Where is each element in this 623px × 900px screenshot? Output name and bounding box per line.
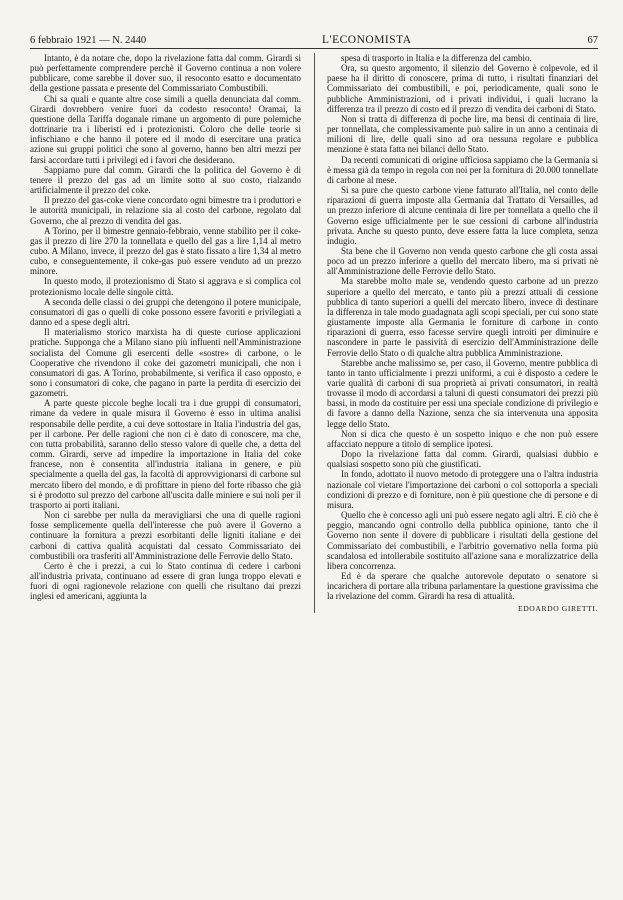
document-page: [30, 34, 598, 884]
paragraph: In fondo, adottato il nuovo metodo di proteggere una o l'altra industria nazionale col vietare l'importazione dei carboni o col sottoporla a speciali condizioni di prezzo e di forniture, non è più questione che di persone e di misura.: [327, 469, 598, 510]
paragraph: Si sa pure che questo carbone viene fatturato all'Italia, nel conto delle riparazioni di guerra imposte alla Germania dal Trattato di Versailles, ad un prezzo inferiore di alcune centinaia di lire per tonnellata a quello che il Governo esige ufficialmente per le sue cessioni di carbone all'industria privata. Anche su questo punto, deve essere fatta la luce completa, senza indugio.: [327, 185, 598, 246]
journal-title: L'ECONOMISTA: [322, 34, 412, 46]
right-column: [327, 53, 598, 613]
paragraph: Certo è che i prezzi, a cui lo Stato continua di cedere i carboni all'industria privata, continuano ad essere di gran lunga troppo elevati e fuori di ogni ragionevole relazione con quelli che risultano dai prezzi inglesi ed americani, aggiunta la: [30, 560, 301, 602]
paragraph: Ed è da sperare che qualche autorevole deputato o senatore si incarichera di portare alla tribuna parlamentare la questione gravissima che la rivelazione del comm. Girardi ha resa di attualità.: [327, 570, 598, 602]
paragraph: Starebbe anche malissimo se, per caso, il Governo, mentre pubblica di tanto in tanto ufficialmente i prezzi uniformi, a cui è disposto a cedere le varie qualità di carboni di sua proprietà ai privati consumatori, in realtà trovasse il modo di accordarsi a taluni di questi consumatori dei prezzi più bassi, in modo da costituire per essi una speciale condizione di privilegio e di favore a danno della Nazione, senza che sia intervenuta una apposita legge dello Stato.: [327, 357, 598, 429]
page-header: [30, 34, 598, 49]
paragraph: A Torino, per il bimestre gennaio-febbraio, venne stabilito per il coke-gas il prezzo di lire 270 la tonnellata e quello del gas a lire 1,14 al metro cubo. A Milano, invece, il prezzo del gas è stato fissato a lire 1,34 al metro cubo, e conseguentemente, il coke-gas può essere venduto ad un prezzo minore.: [30, 225, 301, 277]
author-signature: EDOARDO GIRETTI.: [517, 604, 598, 614]
paragraph: In questo modo, il protezionismo di Stato si aggrava e si complica col protezionismo locale delle singole città.: [30, 276, 301, 297]
left-column: [30, 53, 301, 613]
issue-date: 6 febbraio 1921 — N. 2440: [30, 35, 147, 46]
paragraph: Non si tratta di differenza di poche lire, ma bensì di centinaia di lire, per tonnellata, che complessivamente può salire in un anno a centinaia di milioni di lire, delle quali sino ad ora nessuna regolare e pubblica menzione è stata fatta nei bilanci dello Stato.: [327, 113, 598, 155]
column-divider: [314, 53, 315, 613]
page-number: 67: [587, 35, 598, 46]
paragraph: Ma starebbe molto male se, vendendo questo carbone ad un prezzo superiore a quello del mercato, e tanto più a prezzi attuali di cessione pubblica di tanto superiori a quelli del mercato libero, invece di destinare la differenza in tale modo guadagnata agli scopi speciali, per cui sono state giustamente imposte alla Germania le forniture di carbone in conto riparazioni di guerra, esso facesse servire quegli introiti per diminuire e nascondere in parte le passività di esercizio dell'Amministrazione delle Ferrovie dello Stato o di qualche altra pubblica Amministrazione.: [327, 276, 598, 358]
right-column-paragraphs: [327, 53, 598, 601]
paragraph: Intanto, è da notare che, dopo la rivelazione fatta dal comm. Girardi si può perfettamente comprendere perchè il Governo continua a non volere pubblicare, come sarebbe il dover suo, il resoconto esatto e documentato della gestione passata e presente del Commissariato Combustibili.: [30, 53, 301, 94]
paragraph: Il materialismo storico marxista ha di queste curiose applicazioni pratiche. Supponga che a Milano siano più influenti nell'Amministrazione socialista del Comune gli esercenti delle «sostre» di carbone, o le Cooperative che rivendono il coke dei gazometri municipali, che non i consumatori di gas. A Torino, probabilmente, si verifica il caso opposto, e sono i consumatori di coke, che pagano in parte la perdita di esercizio dei gazometri.: [30, 327, 301, 399]
paragraph: A parte queste piccole beghe locali tra i due gruppi di consumatori, rimane da vedere in quale misura il Governo è esso in ultima analisi responsabile delle perdite, a cui deve sottostare in Italia l'industria del gas, per il carbone. Per delle ragioni che non ci è dato di conoscere, ma che, con tutta probabilità, saranno dello stesso valore di quelle che, a detta del comm. Girardi, serve ad impedire la importazione in Italia del coke francese, non è consentita all'industria italiana in genere, e più specialmente a quella del gas, la facoltà di approvvigionarsi di carbone sul mercato libero del mondo, e di profittare in pieno del forte ribasso che già si è prodotto sul prezzo del carbone all'uscita dalle miniere e sui noli per il trasporto ai porti italiani.: [30, 398, 301, 510]
paragraph: Da recenti comunicati di origine ufficiosa sappiamo che la Germania si è messa già da tempo in regola con noi per la fornitura di 20.000 tonnellate di carbone al mese.: [327, 154, 598, 185]
paragraph: Ora, su questo argomento, il silenzio del Governo è colpevole, ed il paese ha il diritto di conoscere, prima di tutto, i risultati finanziari del Commissariato dei combustibili, e poi, periodicamente, quali sono le pubbliche Amministrazioni, od i privati individui, i quali lucrano la differenza tra il prezzo di costo ed il prezzo di vendita dei carboni di Stato.: [327, 63, 598, 114]
paragraph: Chi sa quali e quante altre cose simili a quella denunciata dal comm. Girardi dovrebbero venire fuori da codesto resoconto! Oramai, la questione della Tariffa doganale rimane un argomento di pure polemiche dottrinarie tra i liberisti ed i protezionisti. Coloro che delle teorie si infischiano e che hanno il potere ed il modo di esercitare una pratica azione sui gruppi politici che sono al governo, hanno ben altri mezzi per farsi accordare tutti i privilegi ed i favori che desiderano.: [30, 93, 301, 165]
paragraph: Non si dica che questo è un sospetto iniquo e che non può essere affacciato neppure a titolo di semplice ipotesi.: [327, 428, 598, 449]
paragraph: A seconda delle classi o dei gruppi che detengono il potere municipale, consumatori di gas o quelli di coke possono essere favoriti e privilegiati a danno ed a spese degli altri.: [30, 296, 301, 328]
paragraph: Sappiamo pure dal comm. Girardi che la politica del Governo è di tenere il prezzo del gas ad un limite sotto al suo costo, rialzando artificialmente il prezzo del coke.: [30, 164, 301, 196]
paragraph: Il prezzo del gas-coke viene concordato ogni bimestre tra i produttori e le autorità municipali, in relazione sia al costo del carbone, regolato dal Governo, che al prezzo di vendita del gas.: [30, 195, 301, 226]
paragraph: Non ci sarebbe per nulla da meravigliarsi che una di quelle ragioni fosse semplicemente quella dell'interesse che può avere il Governo a continuare la fornitura a prezzi esorbitanti delle ligniti italiane e dei carboni di cattiva qualità acquistati dal cessato Commissariato dei combustibili ora trasferiti all'Amministrazione delle Ferrovie dello Stato.: [30, 510, 301, 561]
paragraph: Sta bene che il Governo non venda questo carbone che gli costa assai poco ad un prezzo inferiore a quello del mercato libero, ma si privati nè all'Amministrazione delle Ferrovie dello Stato.: [327, 245, 598, 277]
paragraph: Quello che è concesso agli uni può essere negato agli altri. E ciò che è peggio, mancando ogni controllo della pubblica opinione, tanto che il Governo non sente il dovere di pubblicare i risultati della gestione del Commissariato dei combustibili, e l'arbitrio governativo nella forma più scandalosa ed intollerabile sostituito all'azione sana e moralizzatrice della libera concorrenza.: [327, 510, 598, 571]
paragraph: Dopo la rivelazione fatta dal comm. Girardi, qualsiasi dubbio e qualsiasi sospetto sono più che giustificati.: [327, 449, 598, 470]
paragraph: spesa di trasporto in Italia e la differenza del cambio.: [341, 53, 532, 63]
article-columns: [30, 53, 598, 613]
